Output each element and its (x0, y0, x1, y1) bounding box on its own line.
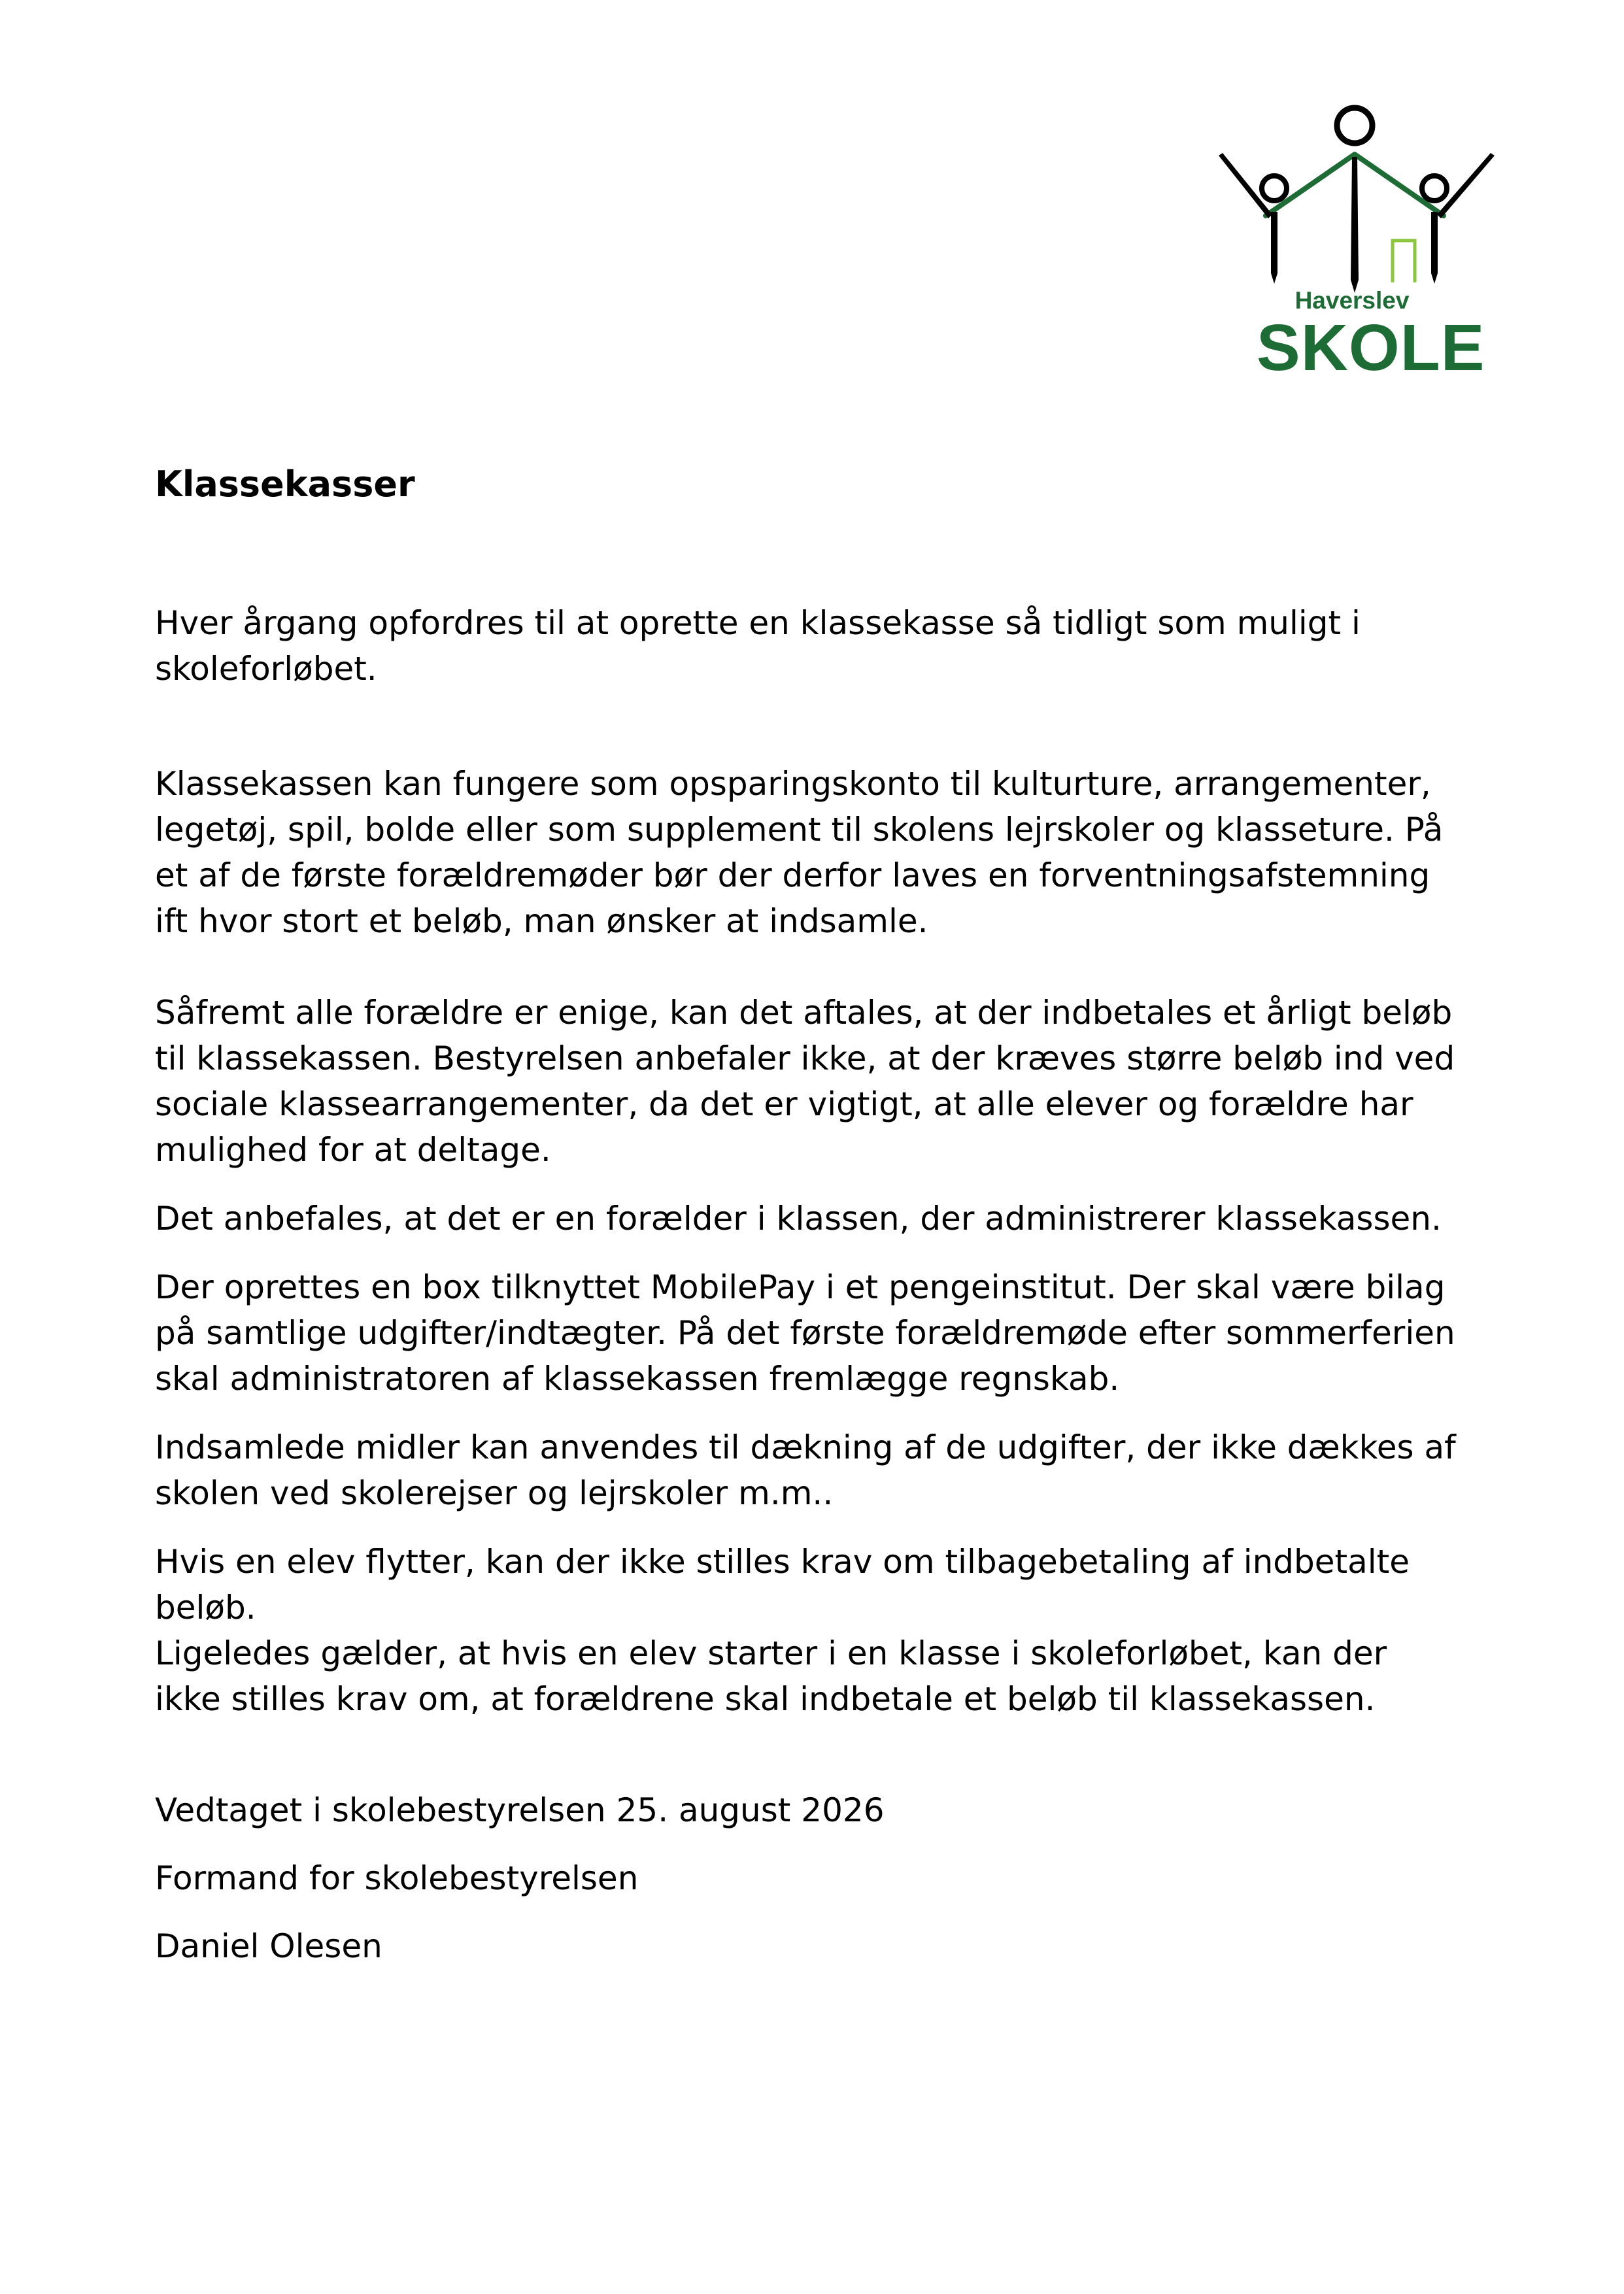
text-line: Ligeledes gælder, at hvis en elev starter i en klasse i skoleforløbet, kan der (155, 1634, 1387, 1672)
paragraph-payments (155, 990, 1508, 1173)
logo-figure-body-right (1431, 212, 1438, 284)
paragraph-purpose (155, 761, 1508, 944)
logo-figure-body-left (1271, 212, 1277, 284)
paragraph-administration (155, 1196, 1508, 1241)
signatory-name: Daniel Olesen (155, 1927, 382, 1965)
document-title: Klassekasser (155, 464, 415, 505)
text-line: sociale klassearrangementer, da det er vigtigt, at alle elever og forældre har (155, 1085, 1413, 1123)
paragraph-refunds (155, 1539, 1508, 1722)
text-line: Der oprettes en box tilknyttet MobilePay i et pengeinstitut. Der skal være bilag (155, 1268, 1446, 1306)
logo-door (1393, 241, 1415, 282)
text-line: Indsamlede midler kan anvendes til dækning af de udgifter, der ikke dækkes af (155, 1428, 1456, 1466)
logo-school-name: SKOLE (1257, 311, 1485, 384)
logo-figure-head-center (1337, 108, 1372, 143)
logo-figure-head-left (1262, 176, 1287, 201)
adoption-statement: Vedtaget i skolebestyrelsen 25. august 2026 (155, 1791, 885, 1829)
text-line: beløb. (155, 1589, 256, 1627)
text-line: skoleforløbet. (155, 650, 377, 688)
text-line: skal administratoren af klassekassen fremlægge regnskab. (155, 1360, 1120, 1398)
text-line: på samtlige udgifter/indtægter. På det første forældremøde efter sommerferien (155, 1314, 1455, 1352)
logo-place-name: Haverslev (1294, 287, 1410, 314)
text-line: Hvis en elev flytter, kan der ikke stilles krav om tilbagebetaling af indbetalte (155, 1543, 1410, 1581)
logo-figure-head-right (1422, 176, 1447, 201)
signatory-role: Formand for skolebestyrelsen (155, 1859, 639, 1897)
text-line: Klassekassen kan fungere som opsparingskonto til kulturture, arrangementer, (155, 765, 1431, 803)
paragraph-intro (155, 600, 1508, 692)
paragraph-funds-usage (155, 1425, 1508, 1516)
text-line: mulighed for at deltage. (155, 1131, 551, 1169)
text-line: Det anbefales, at det er en forælder i klassen, der administrerer klassekassen. (155, 1200, 1442, 1238)
text-line: Såfremt alle forældre er enige, kan det aftales, at der indbetales et årligt beløb (155, 994, 1453, 1032)
text-line: Hver årgang opfordres til at oprette en klassekasse så tidligt som muligt i (155, 604, 1361, 642)
text-line: legetøj, spil, bolde eller som supplement til skolens lejrskoler og klasseture. På (155, 811, 1444, 849)
logo-figure-body-center (1351, 157, 1359, 293)
text-line: ift hvor stort et beløb, man ønsker at indsamle. (155, 902, 928, 940)
text-line: skolen ved skolerejser og lejrskoler m.m.. (155, 1474, 834, 1512)
text-line: et af de første forældremøder bør der derfor laves en forventningsafstemning (155, 856, 1430, 894)
text-line: til klassekassen. Bestyrelsen anbefaler ikke, at der kræves større beløb ind ved (155, 1039, 1455, 1077)
paragraph-mobilepay (155, 1264, 1508, 1402)
text-line: ikke stilles krav om, at forældrene skal indbetale et beløb til klassekassen. (155, 1680, 1376, 1718)
